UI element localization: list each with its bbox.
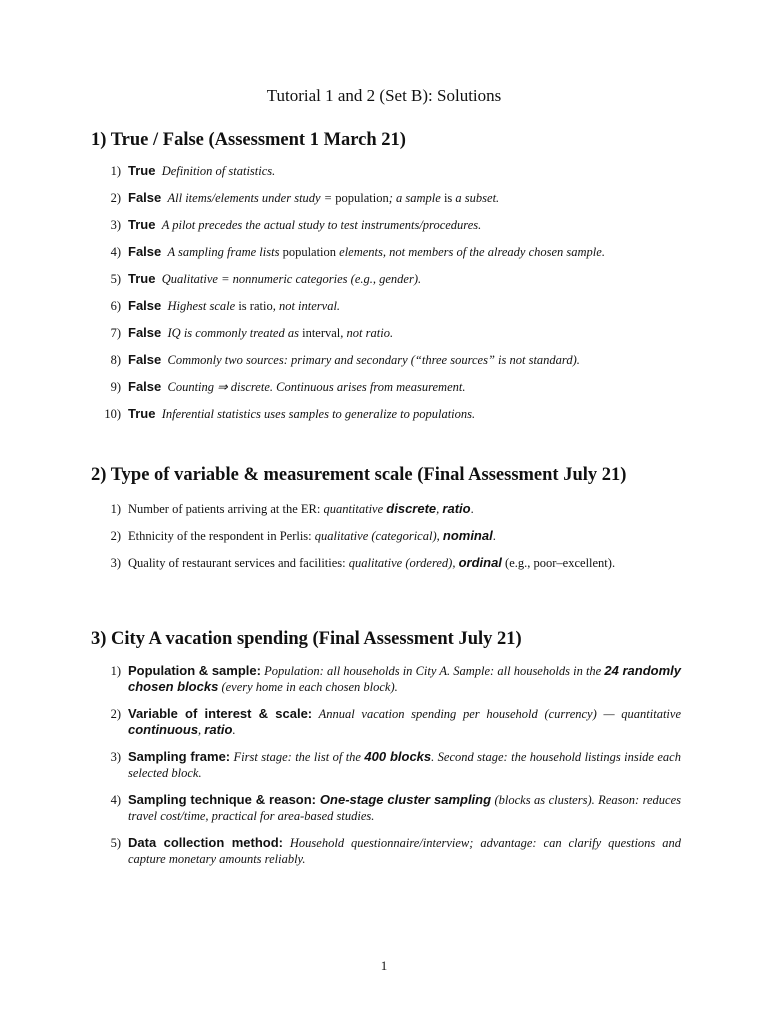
answer-label: False [128,298,162,313]
explanation: . Second stage: the household listings inside each selected block. [128,750,681,780]
list-item [91,163,681,179]
explanation-term: population [282,245,337,259]
explanation: , not ratio. [340,326,394,340]
answer-key-term: discrete [386,501,437,516]
answer-type: qualitative (ordered) [348,556,453,570]
list-item [91,792,681,824]
separator: , [436,529,443,543]
explanation-term: is ratio [238,299,273,313]
explanation-term: is [443,191,453,205]
explanation-term: interval [302,326,341,340]
answer-label: True [128,271,156,286]
item-label: Variable of interest & scale: [128,706,313,721]
item-number: 5) [110,272,121,286]
explanation: Counting ⇒ discrete. Continuous arises from measurement. [167,380,466,394]
explanation: A sampling frame lists [167,245,283,259]
section-true-false [91,129,681,422]
list-item [91,501,681,517]
explanation: Population: all households in City A. Sample: all households in the [260,664,605,678]
explanation: Commonly two sources: primary and secondary (“three sources” is not standard). [167,353,580,367]
explanation: elements, not members of the already chosen sample. [336,245,605,259]
list-item [91,190,681,206]
answer-label: False [128,325,162,340]
section-heading: 1) True / False (Assessment 1 March 21) [91,130,406,150]
explanation: IQ is commonly treated as [167,326,303,340]
item-number: 2) [110,529,121,543]
separator: , [452,556,459,570]
list-item [91,271,681,287]
punctuation: . [470,502,474,516]
answer-key-term: 24 randomly chosen blocks [128,663,681,694]
question-text: Ethnicity of the respondent in Perlis: [128,529,315,543]
answer-type: qualitative (categorical) [314,529,437,543]
explanation: a subset. [452,191,500,205]
item-number: 4) [110,245,121,259]
explanation: Inferential statistics uses samples to generalize to populations. [161,407,476,421]
answer-label: True [128,217,156,232]
explanation: Qualitative = nonnumeric categories (e.g., gender). [161,272,422,286]
list-item [91,325,681,341]
answer-type: quantitative [323,502,387,516]
answer-label: False [128,379,162,394]
item-number: 1) [110,664,121,678]
punctuation: (e.g., poor–excellent). [501,556,616,570]
answer-label: True [128,163,156,178]
list-item [91,749,681,781]
question-text: Quality of restaurant services and facilities: [128,556,349,570]
item-label: Sampling technique & reason: [128,792,317,807]
document-title: Tutorial 1 and 2 (Set B): Solutions [266,86,502,105]
answer-list [91,163,681,422]
list-item [91,706,681,738]
explanation: A pilot precedes the actual study to test instruments/procedures. [161,218,482,232]
answer-key-term: ratio [204,722,233,737]
answer-label: True [128,406,156,421]
item-number: 1) [110,502,121,516]
item-number: 6) [110,299,121,313]
item-number: 3) [110,556,121,570]
list-item [91,835,681,867]
section-variable-types [91,464,681,571]
item-number: 9) [110,380,121,394]
item-number: 3) [110,218,121,232]
answer-key-term: ratio [442,501,471,516]
answer-label: False [128,190,162,205]
item-number: 1) [110,164,121,178]
explanation: (blocks as clusters). Reason: reduces travel cost/time, practical for area-based studies. [128,793,681,823]
explanation: Household questionnaire/interview; advantage: can clarify questions and capture monetary amounts reliably. [128,836,681,866]
explanation: Definition of statistics. [161,164,276,178]
list-item [91,663,681,695]
item-number: 3) [110,750,121,764]
punctuation: . [492,529,496,543]
section-heading: 2) Type of variable & measurement scale (Final Assessment July 21) [91,465,627,485]
explanation: , not interval. [272,299,341,313]
answer-list [91,663,681,867]
list-item [91,379,681,395]
list-item [91,217,681,233]
list-item [91,298,681,314]
item-number: 5) [110,836,121,850]
explanation: . [232,723,236,737]
item-number: 8) [110,353,121,367]
section-heading: 3) City A vacation spending (Final Assessment July 21) [91,629,522,649]
explanation-term: population [335,191,389,205]
list-item [91,244,681,260]
item-number: 10) [104,407,121,421]
answer-key-term: One-stage cluster sampling [316,792,492,807]
list-item [91,352,681,368]
list-item [91,406,681,422]
question-text: Number of patients arriving at the ER: [128,502,324,516]
explanation: ; a sample [388,191,444,205]
page-number: 1 [380,958,388,973]
answer-list [91,501,681,571]
answer-label: False [128,352,162,367]
item-label: Data collection method: [128,835,283,850]
list-item [91,528,681,544]
section-city-a [91,628,681,867]
item-number: 2) [110,191,121,205]
answer-key-term: 400 blocks [364,749,432,764]
list-item [91,555,681,571]
item-number: 7) [110,326,121,340]
answer-key-term: nominal [442,528,493,543]
item-number: 4) [110,793,121,807]
answer-label: False [128,244,162,259]
item-number: 2) [110,707,121,721]
explanation: All items/elements under study = [167,191,336,205]
answer-key-term: ordinal [458,555,502,570]
answer-key-term: continuous [128,722,199,737]
item-label: Population & sample: [128,663,261,678]
explanation: First stage: the list of the [230,750,365,764]
separator: , [436,502,443,516]
explanation: (every home in each chosen block). [218,680,398,694]
explanation: , [198,723,205,737]
explanation: Highest scale [167,299,239,313]
explanation: Annual vacation spending per household (currency) — quantitative [312,707,681,721]
item-label: Sampling frame: [128,749,231,764]
